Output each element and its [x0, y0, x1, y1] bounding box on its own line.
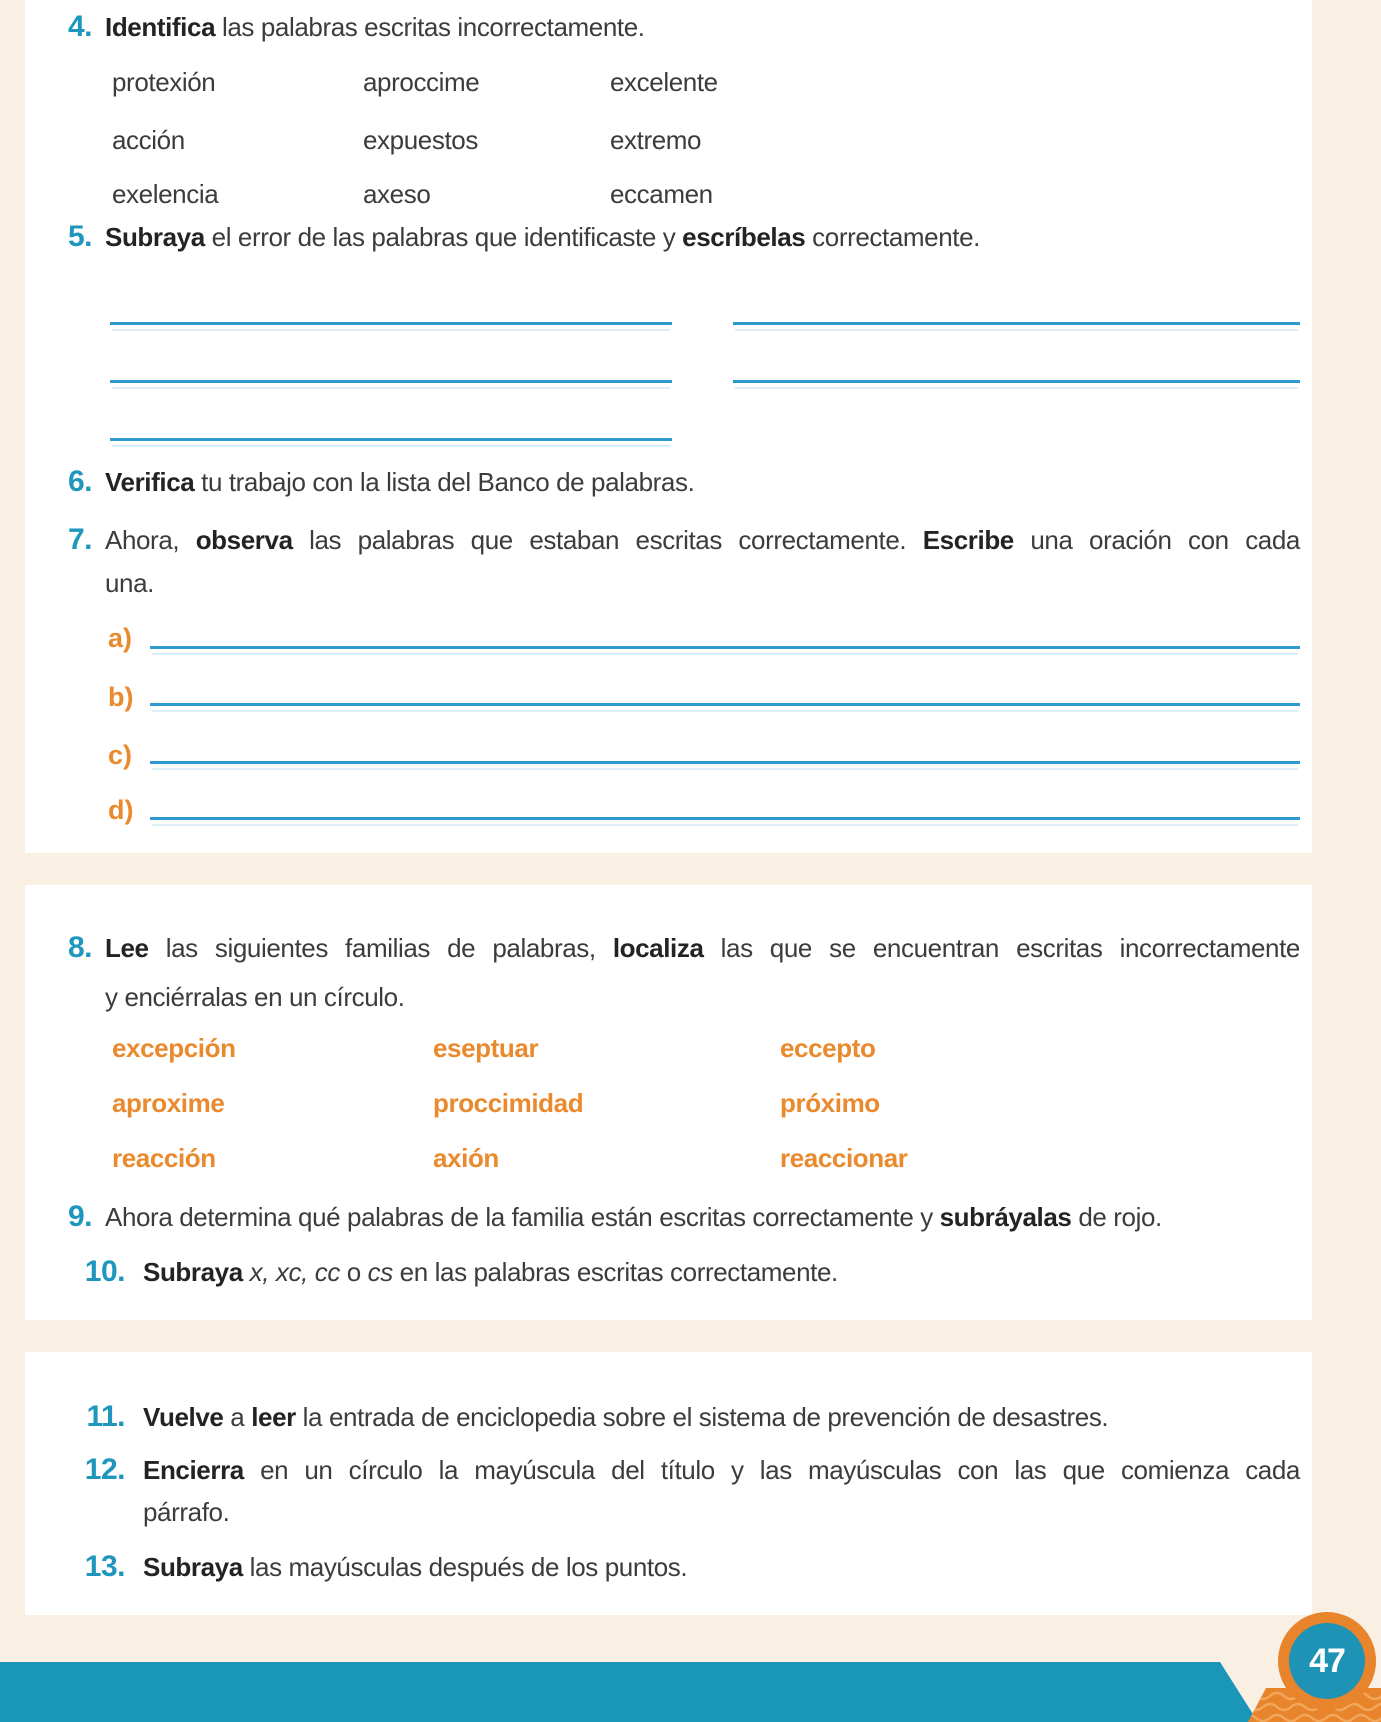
exercise-13-text [143, 1546, 1300, 1588]
exercise-5-number: 5. [67, 220, 92, 253]
exercise-4-text [105, 6, 1300, 48]
text-segment: el error de las palabras que identificaste y [204, 222, 683, 252]
exercise-7 [40, 519, 1310, 561]
text-segment: las que se encuentran escritas incorrectamente [703, 933, 1300, 963]
word-row [112, 119, 701, 161]
answer-letter-d: d) [108, 795, 134, 825]
answer-line [733, 380, 1300, 383]
text-segment: Subraya [143, 1257, 243, 1287]
answer-line [150, 646, 1300, 649]
text-segment: Lee [105, 933, 149, 963]
exercise-8 [40, 927, 1310, 969]
text-segment [243, 1257, 250, 1287]
answer-line [733, 322, 1300, 325]
text-segment: párrafo. [143, 1497, 230, 1527]
word-item: axión [433, 1142, 499, 1173]
exercise-5 [40, 216, 1310, 258]
page-number-badge [1278, 1612, 1376, 1710]
text-segment: Ahora, [105, 525, 196, 555]
answer-letter-b: b) [108, 682, 134, 712]
text-segment: observa [195, 525, 293, 555]
text-segment: subráyalas [939, 1202, 1072, 1232]
word-item: eccepto [780, 1032, 876, 1063]
answer-line [150, 817, 1300, 820]
word-item: extremo [610, 124, 702, 155]
word-item: proccimidad [433, 1087, 584, 1118]
page-number: 47 [1309, 1641, 1345, 1680]
word-row [112, 1082, 880, 1124]
exercise-4-word-grid [112, 61, 1012, 221]
exercise-10 [40, 1251, 1310, 1293]
exercise-4 [40, 6, 1310, 48]
text-segment: las palabras que estaban escritas correctamente. [292, 525, 923, 555]
text-segment: Encierra [143, 1455, 244, 1485]
text-segment: las siguientes familias de palabras, [148, 933, 613, 963]
word-item: reaccionar [780, 1142, 908, 1173]
exercise-8-word-grid [112, 1027, 1212, 1187]
text-segment: las palabras escritas incorrectamente. [215, 12, 645, 42]
word-item: aproxime [112, 1087, 225, 1118]
text-segment: Identifica [105, 12, 216, 42]
text-segment: Ahora determina qué palabras de la familia están escritas correctamente y [105, 1202, 940, 1232]
exercise-11-number: 11. [86, 1400, 125, 1433]
exercise-9-text [105, 1196, 1300, 1238]
word-item: reacción [112, 1142, 216, 1173]
text-segment: escríbelas [682, 222, 806, 252]
text-segment: tu trabajo con la lista del Banco de palabras. [194, 467, 695, 497]
text-segment: y [105, 982, 125, 1012]
exercise-12-text-line1 [143, 1449, 1300, 1491]
answer-line [150, 703, 1300, 706]
exercise-7-text-line2 [105, 562, 154, 604]
exercise-5-text [105, 216, 1300, 258]
exercise-6-text [105, 461, 1300, 503]
exercise-6-number: 6. [67, 465, 92, 498]
exercise-11-text [143, 1396, 1300, 1438]
answer-letter-c: c) [108, 740, 133, 770]
text-segment: localiza [612, 933, 704, 963]
text-segment: Verifica [105, 467, 195, 497]
answer-line [150, 761, 1300, 764]
word-item: aproccime [363, 66, 480, 97]
text-segment: correctamente. [805, 222, 980, 252]
text-segment: Subraya [143, 1552, 243, 1582]
text-segment: x, xc, cc [249, 1257, 340, 1287]
answer-line [110, 380, 672, 383]
word-item: eseptuar [433, 1032, 539, 1063]
text-segment: en un círculo la mayúscula del título y las mayúsculas con las que comienza cada [243, 1455, 1300, 1485]
word-item: eccamen [610, 178, 713, 209]
text-segment: las mayúsculas después de los puntos. [242, 1552, 688, 1582]
answer-line [110, 438, 672, 441]
exercise-7-number: 7. [67, 523, 92, 556]
text-segment: o [339, 1257, 368, 1287]
exercise-13 [40, 1546, 1310, 1588]
text-segment: la entrada de enciclopedia sobre el sistema de prevención de desastres. [295, 1402, 1109, 1432]
text-segment: una oración con cada [1013, 525, 1300, 555]
word-item: protexión [112, 66, 216, 97]
exercise-11 [40, 1396, 1310, 1438]
word-item: acción [112, 124, 185, 155]
word-row [112, 61, 718, 103]
word-row [112, 173, 713, 215]
exercise-4-number: 4. [67, 10, 92, 43]
text-segment: en las palabras escritas correctamente. [392, 1257, 838, 1287]
text-segment: Vuelve [143, 1402, 224, 1432]
text-segment: a [223, 1402, 252, 1432]
word-item: expuestos [363, 124, 478, 155]
text-segment: cs [367, 1257, 393, 1287]
word-item: axeso [363, 178, 431, 209]
word-item: excepción [112, 1032, 236, 1063]
word-row [112, 1137, 908, 1179]
exercise-8-number: 8. [67, 931, 92, 964]
word-item: próximo [780, 1087, 880, 1118]
exercise-12 [40, 1449, 1310, 1491]
exercise-8-text-line1 [105, 927, 1300, 969]
text-segment: leer [251, 1402, 296, 1432]
exercise-10-number: 10. [84, 1255, 125, 1288]
footer-banner [0, 1662, 1258, 1722]
word-item: exelencia [112, 178, 219, 209]
text-segment: Escribe [922, 525, 1014, 555]
text-segment: enciérralas [124, 982, 248, 1012]
word-item: excelente [610, 66, 718, 97]
exercise-10-text [143, 1251, 1300, 1293]
exercise-9-number: 9. [67, 1200, 92, 1233]
text-segment: una. [105, 568, 155, 598]
exercise-13-number: 13. [84, 1550, 125, 1583]
exercise-9 [40, 1196, 1310, 1238]
answer-letter-a: a) [108, 623, 133, 653]
text-segment: en un círculo. [247, 982, 405, 1012]
exercise-8-text-line2 [105, 976, 405, 1018]
exercise-12-text-line2 [143, 1491, 229, 1533]
text-segment: de rojo. [1071, 1202, 1162, 1232]
answer-line [110, 322, 672, 325]
page-number-badge-inner [1289, 1623, 1365, 1699]
text-segment: Subraya [105, 222, 205, 252]
exercise-12-number: 12. [84, 1453, 125, 1486]
exercise-7-text-line1 [105, 519, 1300, 561]
exercise-6 [40, 461, 1310, 503]
word-row [112, 1027, 875, 1069]
